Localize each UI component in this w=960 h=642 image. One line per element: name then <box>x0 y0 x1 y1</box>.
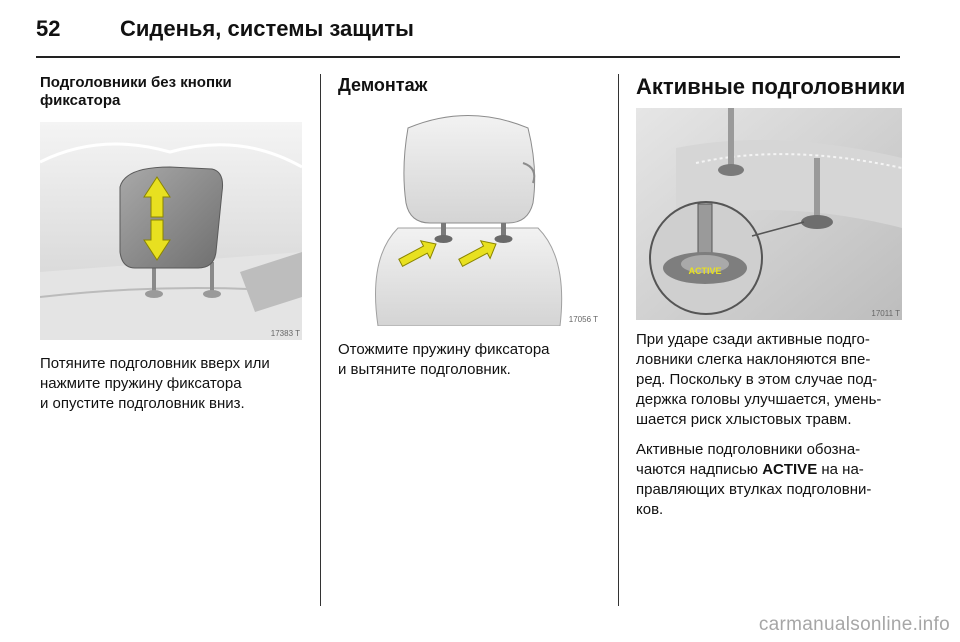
headrest-adjust-figure <box>40 122 302 340</box>
section-heading: Демонтаж <box>338 75 428 95</box>
column-divider <box>618 74 619 606</box>
description-text: При ударе сзади активные подго- ловники слегка наклоняются впе- ред. Поскольку в этом случае под- держка головы улучшается, умень- шается риск хлыстовых травм. <box>636 331 882 428</box>
column-active-headrests <box>636 74 906 520</box>
headrest-adjust-illustration <box>40 122 302 340</box>
watermark: carmanualsonline.info <box>758 614 950 635</box>
figure-code: 17056 T <box>568 315 598 324</box>
active-label: ACTIVE <box>688 266 722 276</box>
column-removal <box>338 74 600 380</box>
chapter-title: Сиденья, системы защиты <box>120 16 414 41</box>
section-heading: Активные подголовники <box>636 74 906 99</box>
column-no-button-headrest <box>40 74 302 414</box>
instruction-text: Отожмите пружину фиксатора и вытяните подголовник. <box>338 341 550 378</box>
column-divider <box>320 74 321 606</box>
instruction-text: Потяните подголовник вверх или нажмите пружину фиксатора и опустите подголовник вниз. <box>40 355 270 412</box>
description-text: Активные подголовники обозна- чаются надписью ACTIVE на на- правляющих втулках подголовни- ков. <box>636 441 872 518</box>
headrest-removal-illustration <box>338 108 600 326</box>
figure-code: 17383 T <box>270 329 300 338</box>
page-number: 52 <box>36 16 61 41</box>
section-heading: Подголовники без кнопки фиксатора <box>40 74 232 109</box>
page-header <box>36 16 926 60</box>
headrest-removal-figure <box>338 108 600 326</box>
active-headrest-illustration <box>636 108 902 320</box>
header-rule <box>36 56 900 58</box>
active-headrest-figure <box>636 108 902 320</box>
figure-code: 17011 T <box>871 309 900 318</box>
